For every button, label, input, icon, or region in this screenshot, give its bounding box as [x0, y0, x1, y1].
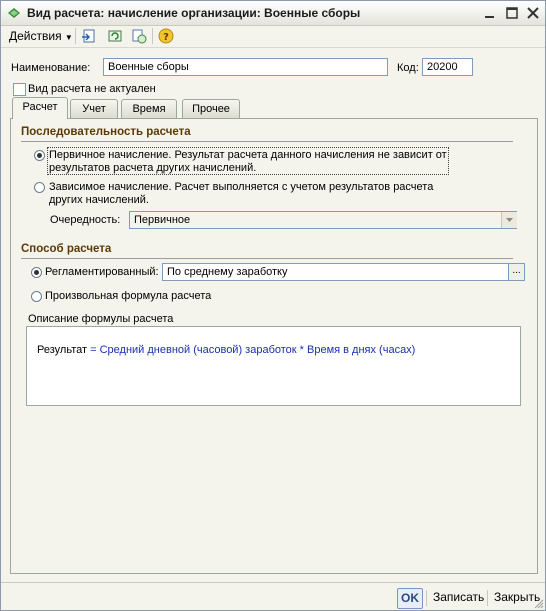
- refresh-icon[interactable]: [107, 28, 123, 44]
- footer-separator: [426, 590, 427, 606]
- method-section-header: Способ расчета: [21, 243, 112, 255]
- not-actual-checkbox[interactable]: [13, 83, 26, 96]
- title-bar: [1, 1, 545, 26]
- dependent-calculation-text-2: других начислений.: [49, 194, 149, 206]
- formula-description-label: Описание формулы расчета: [28, 313, 174, 325]
- ok-button[interactable]: OK: [397, 588, 423, 609]
- toolbar-separator: [75, 28, 76, 44]
- window-title: Вид расчета: начисление организации: Военные сборы: [27, 6, 361, 20]
- toolbar: [1, 25, 545, 48]
- actions-menu[interactable]: [9, 29, 73, 43]
- order-select[interactable]: [129, 211, 517, 229]
- code-input[interactable]: 20200: [422, 58, 473, 76]
- copy-document-icon[interactable]: [131, 28, 147, 44]
- ellipsis-icon: ...: [512, 265, 521, 276]
- document-move-icon[interactable]: [81, 28, 97, 44]
- maximize-icon[interactable]: [503, 4, 521, 22]
- dependent-calculation-radio[interactable]: [34, 182, 45, 193]
- tab-raschet[interactable]: Расчет: [12, 97, 68, 119]
- regulated-label: Регламентированный:: [45, 266, 159, 278]
- formula-term-2: Время в днях (часах): [307, 344, 416, 356]
- close-icon[interactable]: [524, 4, 542, 22]
- minimize-icon[interactable]: [481, 4, 499, 22]
- regulated-radio[interactable]: [31, 267, 42, 278]
- app-icon: [7, 6, 21, 20]
- save-button[interactable]: Записать: [433, 590, 485, 604]
- close-button[interactable]: Закрыть: [494, 590, 541, 604]
- footer-separator: [487, 590, 488, 606]
- order-label: Очередность:: [50, 214, 121, 226]
- sequence-section-header: Последовательность расчета: [21, 126, 191, 138]
- actions-label: Действия: [9, 29, 62, 43]
- regulated-input[interactable]: По среднему заработку: [162, 263, 509, 281]
- name-label: Наименование:: [11, 62, 91, 74]
- footer-bar: [1, 582, 545, 611]
- toolbar-separator: [152, 28, 153, 44]
- formula-result: Результат: [37, 344, 88, 356]
- code-label: Код:: [397, 62, 419, 74]
- tab-uchet[interactable]: Учет: [70, 99, 118, 118]
- help-icon[interactable]: [158, 28, 174, 44]
- primary-calculation-text-2: результатов расчета других начислений.: [49, 162, 257, 174]
- arbitrary-formula-label: Произвольная формула расчета: [45, 290, 212, 302]
- tab-vremya[interactable]: Время: [121, 99, 177, 118]
- formula-text: [37, 344, 415, 356]
- formula-op: *: [299, 344, 304, 356]
- arbitrary-formula-radio[interactable]: [31, 291, 42, 302]
- chevron-down-icon: [502, 212, 517, 228]
- formula-term-1: Средний дневной (часовой) заработок: [99, 344, 297, 356]
- svg-text:?: ?: [163, 32, 169, 43]
- resize-grip-icon[interactable]: [533, 598, 544, 609]
- order-dropdown-button[interactable]: [501, 212, 517, 228]
- name-input[interactable]: Военные сборы: [103, 58, 388, 76]
- dependent-calculation-text-1: Зависимое начисление. Расчет выполняется с учетом результатов расчета: [49, 181, 434, 193]
- chevron-down-icon: ▼: [64, 33, 73, 42]
- primary-calculation-radio[interactable]: [34, 150, 45, 161]
- primary-calculation-text-1: Первичное начисление. Результат расчета данного начисления не зависит от: [49, 149, 447, 161]
- order-value: Первичное: [134, 214, 191, 226]
- section-divider: [21, 141, 513, 142]
- regulated-select-button[interactable]: [509, 263, 525, 281]
- tab-prochee[interactable]: Прочее: [182, 99, 240, 118]
- formula-eq: =: [90, 344, 97, 356]
- formula-description-box: [26, 326, 521, 406]
- not-actual-label: Вид расчета не актуален: [28, 83, 156, 95]
- section-divider: [21, 258, 513, 259]
